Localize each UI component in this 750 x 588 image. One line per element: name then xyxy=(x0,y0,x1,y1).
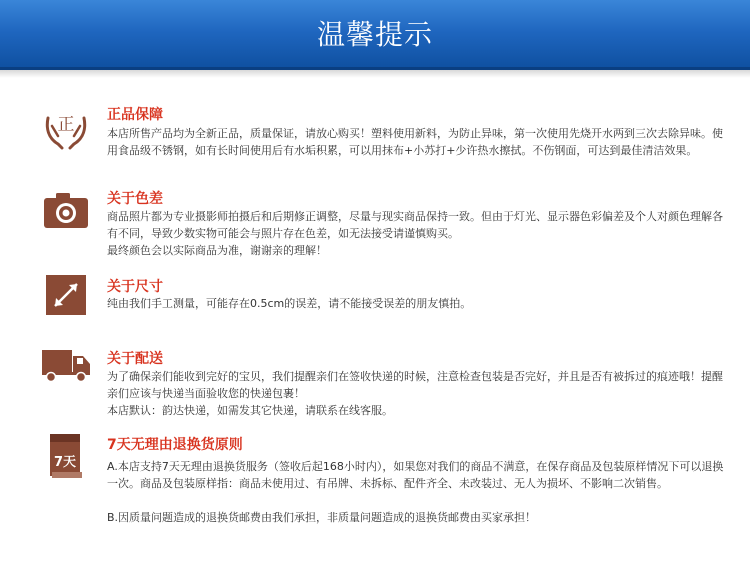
camera-icon xyxy=(40,186,92,236)
page-title: 温馨提示 xyxy=(316,18,433,51)
section-text: B.因质量问题造成的退换货邮费由我们承担，非质量问题造成的退换货邮费由买家承担！ xyxy=(107,511,537,524)
section-text: A.本店支持7天无理由退换货服务（签收后起168小时内），如果您对我们的商品不满意，在保存商品及包装原样情况下可以退换一次。商品及包装原样指：商品未使用过、有吊牌、未拆标、配件齐全、未改装过、无人为损坏、不影响二次销售。 xyxy=(107,460,724,490)
section-title: 关于尺寸 xyxy=(107,279,163,295)
section-color xyxy=(0,184,750,264)
seven-day-calendar-icon xyxy=(40,432,92,482)
section-title: 关于色差 xyxy=(107,191,163,207)
section-delivery xyxy=(0,346,750,426)
section-genuine xyxy=(0,100,750,180)
section-text: 本店所售产品均为全新正品，质量保证，请放心购买！塑料使用新料，为防止异味，第一次使用先烧开水两到三次去除异味。使用食品级不锈钢，如有长时间使用后有水垢积累，可以用抹布+小苏打+少许热水擦拭。不伤钢面，可达到最佳清洁效果。 xyxy=(107,127,723,157)
returns-glyph: 7天 xyxy=(53,455,77,470)
section-text: 纯由我们手工测量，可能存在0.5cm的误差，请不能接受误差的朋友慎拍。 xyxy=(107,297,472,310)
section-title: 正品保障 xyxy=(107,107,163,123)
section-body xyxy=(107,295,732,312)
section-body xyxy=(107,368,732,419)
section-title: 关于配送 xyxy=(107,351,163,367)
section-body xyxy=(107,208,732,259)
delivery-truck-icon xyxy=(40,344,92,394)
section-text: 本店默认：韵达快递，如需发其它快递，请联系在线客服。 xyxy=(107,404,393,417)
section-text: 最终颜色会以实际商品为准，谢谢亲的理解！ xyxy=(107,244,327,257)
section-size xyxy=(0,272,750,322)
resize-arrow-icon xyxy=(40,272,92,322)
section-title: 7天无理由退换货原则 xyxy=(107,437,243,453)
genuine-glyph: 正 xyxy=(57,115,75,135)
banner-shadow xyxy=(0,70,750,78)
section-body xyxy=(107,458,732,526)
section-text: 商品照片都为专业摄影师拍摄后和后期修正调整，尽量与现实商品保持一致。但由于灯光、显示器色彩偏差及个人对颜色理解各有不同，导致少数实物可能会与照片存在色差，如无法接受请谨慎购买。 xyxy=(107,210,723,240)
section-text: 为了确保亲们能收到完好的宝贝，我们提醒亲们在签收快递的时候，注意检查包装是否完好，并且是否有被拆过的痕迹哦！提醒亲们应该与快递当面验收您的快递包裹！ xyxy=(107,370,723,400)
section-body xyxy=(107,125,732,159)
section-returns xyxy=(0,430,750,560)
genuine-hands-icon xyxy=(40,104,92,154)
